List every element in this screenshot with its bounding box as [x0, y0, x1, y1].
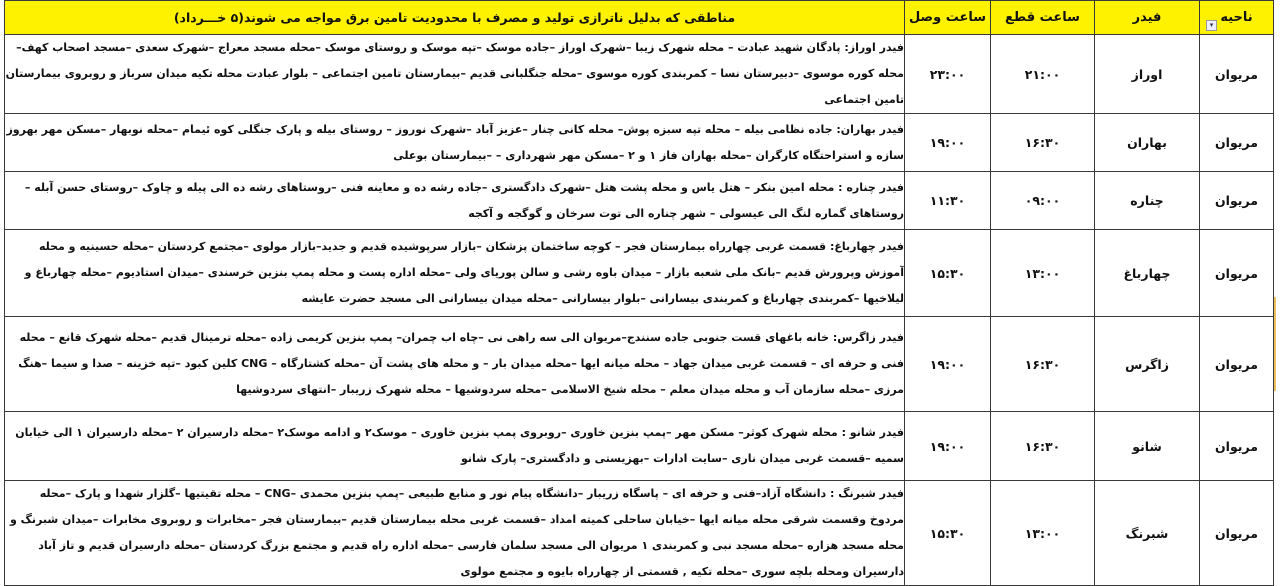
table-row: [5, 172, 1274, 230]
cell-cut-time[interactable]: ۰۹:۰۰: [991, 172, 1095, 230]
cell-cut-time[interactable]: ۱۳:۰۰: [991, 230, 1095, 317]
cell-cut-time[interactable]: ۱۶:۳۰: [991, 412, 1095, 481]
header-cut-time[interactable]: ساعت قطع: [991, 1, 1095, 35]
header-connect-time[interactable]: ساعت وصل: [905, 1, 991, 35]
cell-feeder[interactable]: اوراز: [1095, 35, 1200, 114]
cell-feeder[interactable]: شانو: [1095, 412, 1200, 481]
table-row: [5, 114, 1274, 172]
cell-region[interactable]: مریوان: [1200, 230, 1274, 317]
cell-region[interactable]: مریوان: [1200, 412, 1274, 481]
cell-connect-time[interactable]: ۱۱:۳۰: [905, 172, 991, 230]
cell-region[interactable]: مریوان: [1200, 114, 1274, 172]
selection-edge-indicator: [1274, 297, 1276, 391]
table-row: [5, 35, 1274, 114]
cell-feeder[interactable]: زاگرس: [1095, 317, 1200, 412]
cell-feeder[interactable]: چهارباغ: [1095, 230, 1200, 317]
cell-cut-time[interactable]: ۱۶:۳۰: [991, 317, 1095, 412]
cell-areas[interactable]: فیدر چناره : محله امین بنکر – هتل یاس و محله پشت هتل –شهرک دادگستری –جاده رشه ده و معاینه فنی –روستاهای رشه ده الی پیله و چاوک –روستای حسن آبله –روستاهای گماره لنگ الی عیسولی – شهر چناره الی توت سرخان و گوگجه و آکجه: [5, 172, 905, 230]
cell-region[interactable]: مریوان: [1200, 172, 1274, 230]
cell-connect-time[interactable]: ۱۵:۳۰: [905, 481, 991, 586]
cell-areas[interactable]: فیدر شبرنگ : دانشگاه آزاد–فنی و حرفه ای – پاسگاه زریبار –دانشگاه پیام نور و منابع طبیعی –پمپ بنزین محمدی –CNG – محله تقیتیها –گلزار شهدا و پارک –محله مردوخ وقسمت شرقی محله میانه ایها –خیابان ساحلی کمیته امداد –قسمت غربی محله بیمارستان قدیم –بیمارستان فجر –مخابرات و روبروی مخابرات –میدان شبرنگ و محله مسجد هزاره –محله مسجد نبی و کمربندی ۱ مریوان الی مسجد سلمان فارسی –محله اداره راه قدیم و مجتمع بزرگ کردستان –محله دارسیران قدیم و تاز آباد دارسیران ومحله بلچه سوری –محله تکیه , قسمتی از چهارراه بایوه و مجتمع مولوی: [5, 481, 905, 586]
cell-connect-time[interactable]: ۱۹:۰۰: [905, 412, 991, 481]
cell-connect-time[interactable]: ۲۳:۰۰: [905, 35, 991, 114]
header-region[interactable]: ناحیه ▾: [1200, 1, 1274, 35]
cell-feeder[interactable]: شبرنگ: [1095, 481, 1200, 586]
cell-areas[interactable]: فیدر زاگرس: خانه باغهای قست جنوبی جاده سنندج–مریوان الی سه راهی نی –چاه اب چمران– پمپ بنزین کریمی زاده –محله ترمینال قدیم –محله شهرک قانع – محله فنی و حرفه ای – قسمت غربی میدان جهاد – محله میانه ایها –محله میدان بار – و محله های پشت آن –محله کشتارگاه – CNG کلین کبود –تپه خزینه – صدا و سیما –هنگ مرزی –محله سازمان آب و محله میدان معلم – محله شیخ الاسلامی –محله سردوشیها – محله شهرک زریبار –انتهای سردوشیها: [5, 317, 905, 412]
cell-areas[interactable]: فیدر بهاران: جاده نظامی بیله – محله تپه سبزه پوش– محله کانی چنار –عزیز آباد –شهرک نوروز – روستای بیله و پارک جنگلی کوه ئیمام –محله نوبهار –مسکن مهر بهروز سازه و استراحتگاه کارگران –محله بهاران فاز ۱ و ۲ –مسکن مهر شهرداری – –بیمارستان بوعلی: [5, 114, 905, 172]
cell-areas[interactable]: فیدر چهارباغ: قسمت غربی چهارراه بیمارستان فجر – کوچه ساختمان پزشکان –بازار سرپوشیده قدیم و جدید–بازار مولوی –مجتمع کردستان –محله حسینیه و محله آموزش وپرورش قدیم –بانک ملی شعبه بازار – میدان باوه رشی و سالن پوریای ولی –محله اداره پست و محله پمپ بنزین خرسندی –میدان استادیوم –محله چهارباغ و لیلاخیها –کمربندی چهارباغ و کمربندی بیسارانی –بلوار بیسارانی –محله میدان بیسارانی الی مسجد حضرت عایشه: [5, 230, 905, 317]
cell-region[interactable]: مریوان: [1200, 317, 1274, 412]
cell-feeder[interactable]: چناره: [1095, 172, 1200, 230]
table-row: [5, 481, 1274, 586]
cell-feeder[interactable]: بهاران: [1095, 114, 1200, 172]
cell-region[interactable]: مریوان: [1200, 481, 1274, 586]
cell-areas[interactable]: فیدر شانو : محله شهرک کوثر– مسکن مهر –پمپ بنزین خاوری –روبروی پمپ بنزین خاوری – موسک۲ و ادامه موسک۲ –محله دارسیران ۲ –محله دارسیران ۱ الی خیابان سمیه –قسمت غربی میدان ناری –سایت ادارات –بهزیستی و دادگستری– پارک شانو: [5, 412, 905, 481]
table-row: [5, 412, 1274, 481]
table-row: [5, 317, 1274, 412]
cell-cut-time[interactable]: ۱۶:۳۰: [991, 114, 1095, 172]
cell-connect-time[interactable]: ۱۹:۰۰: [905, 317, 991, 412]
cell-areas[interactable]: فیدر اوراز: پادگان شهید عبادت – محله شهرک زیبا –شهرک اوراز –جاده موسک –تپه موسک و روستای موسک –محله مسجد معراج –شهرک سعدی –مسجد اصحاب کهف– محله کوره موسوی –دبیرستان نسا – کمربندی کوره موسوی –محله جنگلبانی قدیم –بیمارستان تامین اجتماعی – بلوار عبادت محله تکیه میدان سرباز و روبروی بیمارستان تامین اجتماعی: [5, 35, 905, 114]
power-outage-table: [4, 0, 1274, 586]
cell-cut-time[interactable]: ۲۱:۰۰: [991, 35, 1095, 114]
cell-connect-time[interactable]: ۱۵:۳۰: [905, 230, 991, 317]
table-row: [5, 230, 1274, 317]
header-title[interactable]: مناطقی که بدلیل ناترازی تولید و مصرف با محدودیت تامین برق مواجه می شوند(۵ خـــرداد): [5, 1, 905, 35]
cell-cut-time[interactable]: ۱۳:۰۰: [991, 481, 1095, 586]
cell-connect-time[interactable]: ۱۹:۰۰: [905, 114, 991, 172]
header-feeder[interactable]: فیدر: [1095, 1, 1200, 35]
header-row: [5, 1, 1274, 35]
filter-dropdown-icon[interactable]: ▾: [1206, 20, 1217, 31]
cell-region[interactable]: مریوان: [1200, 35, 1274, 114]
